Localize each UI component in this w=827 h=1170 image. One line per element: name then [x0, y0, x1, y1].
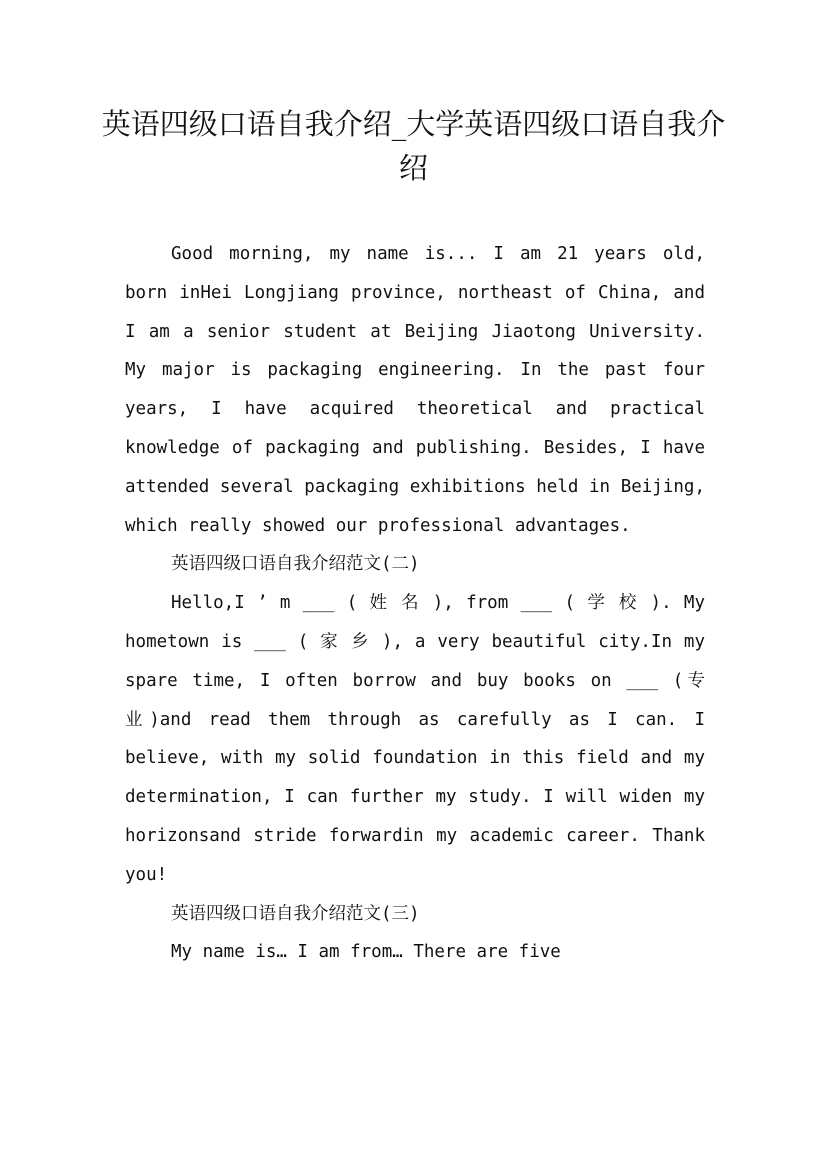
- document-title: 英语四级口语自我介绍_大学英语四级口语自我介绍: [101, 107, 726, 185]
- paragraph-intro: Good morning, my name is... I am 21 years old, born inHei Longjiang province, northeast of China, and I am a senior student at Beijing Jiaotong University. My major is packaging engineering. In the past four years, I have acquired theoretical and practical knowledge of packaging and publishing. Besides, I have attended several packaging exhibitions held in Beijing, which really showed our professional advantages.: [125, 244, 705, 536]
- section-heading-2: 英语四级口语自我介绍范文(二): [171, 554, 420, 575]
- paragraph-sample-2: Hello,I ’ m ___ ( 姓 名 ), from ___ ( 学 校 ). My hometown is ___ ( 家 乡 ), a very beautiful city.In my spare time, I often borrow and buy books on ___ (专业)and read them through as carefully as I can. I believe, with my solid foundation in this field and my determination, I can further my study. I will widen my horizonsand stride forwardin my academic career. Thank you!: [125, 593, 705, 885]
- document-body: [125, 235, 705, 972]
- paragraph-sample-3: My name is… I am from… There are five: [171, 942, 561, 963]
- section-heading-3: 英语四级口语自我介绍范文(三): [171, 903, 420, 924]
